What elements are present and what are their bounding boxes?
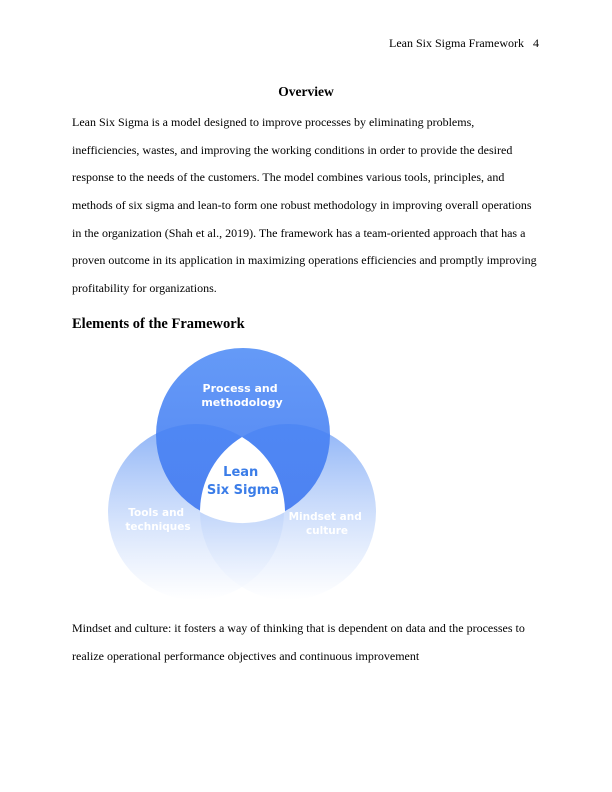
text-line: inefficiencies, wastes, and improving the working conditions in order to provide the desired <box>72 142 513 157</box>
text-line: Lean Six Sigma is a model designed to improve processes by eliminating problems, <box>72 115 475 129</box>
overview-paragraph <box>72 109 552 303</box>
text-line: proven outcome in its application in maximizing operations efficiencies and promptly improving <box>72 253 537 268</box>
text-line: response to the needs of the customers. The model combines various tools, principles, and <box>72 170 505 185</box>
running-title: Lean Six Sigma Framework <box>389 36 524 50</box>
label-process-1: Process and <box>202 382 278 395</box>
text-line: Mindset and culture: it fosters a way of thinking that is dependent on data and the processes to <box>72 621 525 635</box>
label-tools-2: techniques <box>125 521 191 533</box>
text-line: in the organization (Shah et al., 2019). The framework has a team-oriented approach that has a <box>72 225 526 240</box>
label-mindset-2: culture <box>305 525 349 537</box>
label-tools-1: Tools and <box>128 507 185 519</box>
label-process-2: methodology <box>201 396 283 409</box>
text-line: methods of six sigma and lean-to form one robust methodology in improving overall operations <box>72 198 532 213</box>
running-header <box>389 36 539 51</box>
overview-heading: Overview <box>278 84 334 99</box>
venn-diagram <box>100 340 390 610</box>
elements-heading: Elements of the Framework <box>72 316 245 332</box>
label-mindset-1: Mindset and <box>288 511 362 523</box>
svg-text:Process and methodology <box>201 382 282 409</box>
text-line: profitability for organizations. <box>72 281 217 296</box>
label-center-1: Lean <box>223 465 259 480</box>
page-number: 4 <box>533 36 539 50</box>
mindset-paragraph <box>72 615 552 670</box>
text-line: realize operational performance objectives and continuous improvement <box>72 648 420 663</box>
label-center-2: Six Sigma <box>206 483 280 498</box>
